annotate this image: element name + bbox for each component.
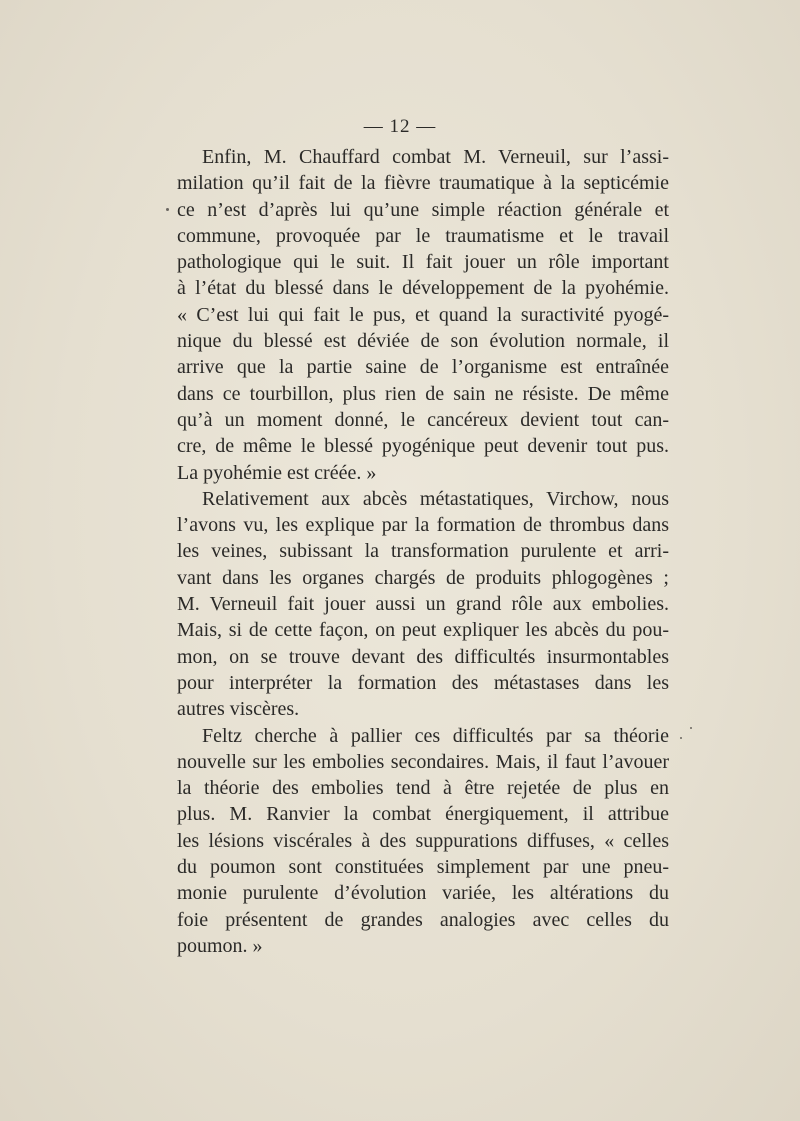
text-line: les veines, subissant la transformation purulente et arri- (177, 540, 669, 563)
text-line: arrive que la partie saine de l’organisme est entraînée (177, 356, 669, 379)
paper-speck (166, 208, 169, 211)
text-line: foie présentent de grandes analogies avec celles du (177, 908, 669, 931)
text-line: ce n’est d’après lui qu’une simple réaction générale et (177, 198, 669, 221)
text-line: poumon. » (177, 934, 263, 957)
text-line: autres viscères. (177, 698, 300, 721)
body-text (177, 144, 669, 959)
text-line: mon, on se trouve devant des difficultés insurmontables (177, 645, 669, 668)
text-line: qu’à un moment donné, le cancéreux devient tout can- (177, 408, 669, 431)
paragraph (177, 723, 669, 960)
text-line: à l’état du blessé dans le développement de la pyohémie. (177, 277, 669, 300)
text-line: cre, de même le blessé pyogénique peut devenir tout pus. (177, 435, 669, 458)
text-line: pathologique qui le suit. Il fait jouer un rôle important (177, 251, 669, 274)
text-line: Relativement aux abcès métastatiques, Virchow, nous (202, 487, 669, 510)
paragraph (177, 486, 669, 723)
paper-speck (680, 737, 682, 739)
text-line: La pyohémie est créée. » (177, 461, 377, 484)
text-line: monie purulente d’évolution variée, les altérations du (177, 882, 669, 905)
text-line: M. Verneuil fait jouer aussi un grand rôle aux embolies. (177, 593, 669, 616)
page-number: — 12 — (363, 116, 437, 137)
text-line: les lésions viscérales à des suppurations diffuses, « celles (177, 829, 669, 852)
paragraph (177, 144, 669, 486)
text-line: commune, provoquée par le traumatisme et le travail (177, 224, 669, 247)
text-line: plus. M. Ranvier la combat énergiquement, il attribue (177, 803, 669, 826)
text-line: nique du blessé est déviée de son évolution normale, il (177, 330, 669, 353)
text-line: la théorie des embolies tend à être rejetée de plus en (177, 777, 669, 800)
text-line: Enfin, M. Chauffard combat M. Verneuil, sur l’assi- (202, 146, 669, 168)
text-line: « C’est lui qui fait le pus, et quand la suractivité pyogé- (177, 303, 669, 326)
text-line: l’avons vu, les explique par la formation de thrombus dans (177, 514, 669, 537)
text-line: vant dans les organes chargés de produits phlogogènes ; (177, 566, 669, 589)
paper-speck (690, 727, 692, 729)
text-line: Feltz cherche à pallier ces difficultés par sa théorie (202, 724, 669, 747)
text-line: nouvelle sur les embolies secondaires. Mais, il faut l’avouer (177, 750, 669, 773)
text-line: Mais, si de cette façon, on peut expliquer les abcès du pou- (177, 619, 669, 642)
text-line: pour interpréter la formation des métastases dans les (177, 671, 669, 694)
text-line: dans ce tourbillon, plus rien de sain ne résiste. De même (177, 382, 669, 405)
text-line: du poumon sont constituées simplement par une pneu- (177, 856, 669, 879)
text-line: milation qu’il fait de la fièvre traumatique à la septicémie (177, 172, 669, 195)
